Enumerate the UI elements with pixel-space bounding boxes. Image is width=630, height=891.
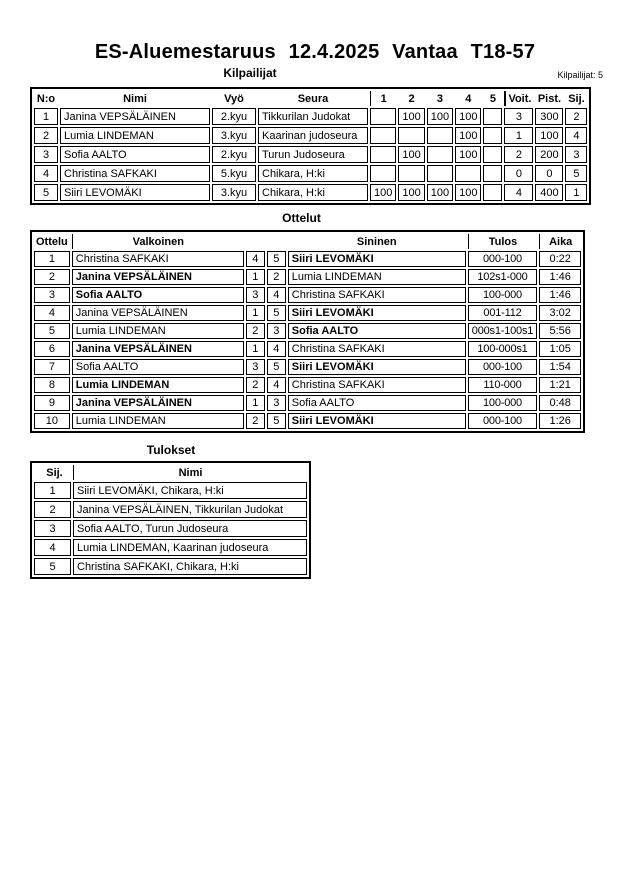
table-row: [34, 127, 587, 144]
aika-cell: 5:56: [539, 323, 581, 339]
valkoinen-cell: Lumia LINDEMAN: [72, 377, 244, 393]
col-header-valkoinen: Valkoinen: [72, 234, 244, 249]
section-title-tulokset: Tulokset: [146, 443, 196, 457]
table-row: [34, 165, 587, 182]
tulos-cell: 000-100: [468, 413, 537, 429]
aika-cell: 1:54: [539, 359, 581, 375]
score-cell-5: [483, 146, 502, 163]
sininen-cell: Lumia LINDEMAN: [288, 269, 466, 285]
nimi-cell: Janina VEPSÄLÄINEN, Tikkurilan Judokat: [73, 501, 307, 518]
tulos-cell: 000-100: [468, 251, 537, 267]
tulos-cell: 100-000s1: [468, 341, 537, 357]
vyo-cell: 3.kyu: [212, 184, 256, 201]
table-row: [34, 287, 581, 303]
col-header-match-3: 3: [436, 92, 443, 105]
pist-cell: 0: [535, 165, 563, 182]
score-cell-5: [483, 184, 502, 201]
aika-cell: 1:46: [539, 269, 581, 285]
score-cell-4: 100: [455, 127, 481, 144]
score-cell-2: 100: [398, 184, 424, 201]
nimi-cell: Janina VEPSÄLÄINEN: [60, 108, 210, 125]
nimi-cell: Christina SAFKAKI, Chikara, H:ki: [73, 558, 307, 575]
score-cell-4: 100: [455, 146, 481, 163]
table-row: [34, 341, 581, 357]
seura-cell: Tikkurilan Judokat: [258, 108, 368, 125]
no-cell: 3: [34, 146, 58, 163]
sininen-cell: Siiri LEVOMÄKI: [288, 251, 466, 267]
section-title-ottelut: Ottelut: [282, 211, 321, 225]
no-cell: 5: [34, 184, 58, 201]
valkoinen-cell: Christina SAFKAKI: [72, 251, 244, 267]
score-cell-2: [398, 127, 424, 144]
score-cell-1: [370, 127, 396, 144]
match-no-cell: 2: [34, 269, 70, 285]
aika-cell: 1:05: [539, 341, 581, 357]
col-header-nimi: Nimi: [73, 465, 307, 480]
seura-cell: Turun Judoseura: [258, 146, 368, 163]
results-section: [30, 461, 311, 579]
vyo-cell: 3.kyu: [212, 127, 256, 144]
sij-cell: 2: [565, 108, 587, 125]
matches-table: [30, 230, 585, 433]
score-cell-4: 100: [455, 184, 481, 201]
nimi-cell: Siiri LEVOMÄKI, Chikara, H:ki: [73, 482, 307, 499]
aika-cell: 1:26: [539, 413, 581, 429]
col-header-nimi: Nimi: [123, 92, 147, 105]
table-row: [34, 539, 307, 556]
sij-cell: 3: [34, 520, 71, 537]
score-cell-3: 100: [427, 184, 453, 201]
nimi-cell: Lumia LINDEMAN, Kaarinan judoseura: [73, 539, 307, 556]
sininen-number-cell: 5: [267, 359, 286, 375]
sij-cell: 5: [565, 165, 587, 182]
match-no-cell: 5: [34, 323, 70, 339]
table-header-row: [34, 465, 307, 480]
match-no-cell: 9: [34, 395, 70, 411]
valkoinen-cell: Sofia AALTO: [72, 359, 244, 375]
valkoinen-cell: Sofia AALTO: [72, 287, 244, 303]
page-title: ES-Aluemestaruus 12.4.2025 Vantaa T18-57: [94, 41, 536, 63]
sininen-cell: Sofia AALTO: [288, 323, 466, 339]
voit-cell: 4: [504, 184, 533, 201]
table-header-row: [34, 91, 587, 106]
score-cell-2: [398, 165, 424, 182]
competitor-count: Kilpailijat: 5: [557, 70, 603, 80]
score-cell-2: 100: [398, 108, 424, 125]
match-no-cell: 4: [34, 305, 70, 321]
table-row: [34, 520, 307, 537]
table-row: [34, 377, 581, 393]
match-no-cell: 7: [34, 359, 70, 375]
match-no-cell: 8: [34, 377, 70, 393]
col-header-match-4: 4: [465, 92, 472, 105]
table-row: [34, 108, 587, 125]
valkoinen-cell: Lumia LINDEMAN: [72, 413, 244, 429]
sij-cell: 3: [565, 146, 587, 163]
col-header-match-1: 1: [370, 91, 396, 106]
nimi-cell: Lumia LINDEMAN: [60, 127, 210, 144]
col-header-vyo: Vyö: [224, 92, 244, 105]
table-row: [34, 323, 581, 339]
col-header-aika: Aika: [539, 234, 581, 249]
sij-cell: 1: [34, 482, 71, 499]
table-row: [34, 501, 307, 518]
sininen-number-cell: 2: [267, 269, 286, 285]
competitors-table: [30, 87, 591, 205]
valkoinen-cell: Janina VEPSÄLÄINEN: [72, 341, 244, 357]
match-no-cell: 6: [34, 341, 70, 357]
nimi-cell: Sofia AALTO: [60, 146, 210, 163]
no-cell: 2: [34, 127, 58, 144]
seura-cell: Chikara, H:ki: [258, 184, 368, 201]
seura-cell: Chikara, H:ki: [258, 165, 368, 182]
score-cell-2: 100: [398, 146, 424, 163]
valkoinen-number-cell: 1: [246, 395, 265, 411]
valkoinen-cell: Lumia LINDEMAN: [72, 323, 244, 339]
matches-section: [30, 230, 585, 433]
table-header-row: [34, 234, 581, 249]
nimi-cell: Christina SAFKAKI: [60, 165, 210, 182]
col-header-sij: Sij.: [568, 92, 585, 105]
sininen-cell: Christina SAFKAKI: [288, 377, 466, 393]
col-header-voit: Voit.: [504, 91, 533, 106]
score-cell-1: 100: [370, 184, 396, 201]
tulos-cell: 001-112: [468, 305, 537, 321]
voit-cell: 1: [504, 127, 533, 144]
table-row: [34, 146, 587, 163]
sij-cell: 1: [565, 184, 587, 201]
sininen-cell: Christina SAFKAKI: [288, 287, 466, 303]
sininen-number-cell: 5: [267, 251, 286, 267]
vyo-cell: 2.kyu: [212, 108, 256, 125]
results-table: [30, 461, 311, 579]
aika-cell: 1:46: [539, 287, 581, 303]
sininen-cell: Sofia AALTO: [288, 395, 466, 411]
sininen-cell: Siiri LEVOMÄKI: [288, 413, 466, 429]
valkoinen-number-cell: 4: [246, 251, 265, 267]
competitors-section: [30, 87, 591, 205]
table-row: [34, 413, 581, 429]
vyo-cell: 2.kyu: [212, 146, 256, 163]
score-cell-4: [455, 165, 481, 182]
sininen-cell: Siiri LEVOMÄKI: [288, 305, 466, 321]
no-cell: 1: [34, 108, 58, 125]
col-header-tulos: Tulos: [468, 234, 537, 249]
score-cell-3: [427, 127, 453, 144]
sininen-cell: Christina SAFKAKI: [288, 341, 466, 357]
valkoinen-number-cell: 3: [246, 287, 265, 303]
sininen-number-cell: 3: [267, 395, 286, 411]
col-header-ottelu: Ottelu: [36, 235, 68, 248]
col-header-sininen-number: [267, 234, 286, 249]
sininen-number-cell: 5: [267, 305, 286, 321]
nimi-cell: Siiri LEVOMÄKI: [60, 184, 210, 201]
table-row: [34, 269, 581, 285]
voit-cell: 0: [504, 165, 533, 182]
col-header-match-2: 2: [408, 92, 415, 105]
col-header-valkoinen-number: [246, 234, 265, 249]
valkoinen-number-cell: 1: [246, 305, 265, 321]
voit-cell: 2: [504, 146, 533, 163]
table-row: [34, 482, 307, 499]
tulos-cell: 110-000: [468, 377, 537, 393]
voit-cell: 3: [504, 108, 533, 125]
score-cell-4: 100: [455, 108, 481, 125]
valkoinen-number-cell: 1: [246, 341, 265, 357]
score-cell-1: [370, 146, 396, 163]
aika-cell: 0:48: [539, 395, 581, 411]
valkoinen-number-cell: 2: [246, 377, 265, 393]
score-cell-3: [427, 146, 453, 163]
valkoinen-cell: Janina VEPSÄLÄINEN: [72, 269, 244, 285]
col-header-sij: Sij.: [46, 466, 63, 479]
sij-cell: 4: [565, 127, 587, 144]
valkoinen-number-cell: 2: [246, 413, 265, 429]
vyo-cell: 5.kyu: [212, 165, 256, 182]
valkoinen-number-cell: 3: [246, 359, 265, 375]
table-row: [34, 395, 581, 411]
tulos-cell: 000-100: [468, 359, 537, 375]
table-row: [34, 359, 581, 375]
score-cell-1: [370, 165, 396, 182]
valkoinen-cell: Janina VEPSÄLÄINEN: [72, 395, 244, 411]
sininen-number-cell: 4: [267, 341, 286, 357]
valkoinen-number-cell: 1: [246, 269, 265, 285]
score-cell-5: [483, 108, 502, 125]
pist-cell: 200: [535, 146, 563, 163]
table-row: [34, 305, 581, 321]
tulos-cell: 100-000: [468, 395, 537, 411]
score-cell-1: [370, 108, 396, 125]
nimi-cell: Sofia AALTO, Turun Judoseura: [73, 520, 307, 537]
col-header-sininen: Sininen: [356, 235, 397, 248]
aika-cell: 0:22: [539, 251, 581, 267]
aika-cell: 3:02: [539, 305, 581, 321]
table-row: [34, 251, 581, 267]
pist-cell: 100: [535, 127, 563, 144]
pist-cell: 400: [535, 184, 563, 201]
sij-cell: 4: [34, 539, 71, 556]
valkoinen-number-cell: 2: [246, 323, 265, 339]
sininen-number-cell: 5: [267, 413, 286, 429]
match-no-cell: 10: [34, 413, 70, 429]
aika-cell: 1:21: [539, 377, 581, 393]
col-header-no: N:o: [36, 92, 56, 105]
pist-cell: 300: [535, 108, 563, 125]
score-cell-3: [427, 165, 453, 182]
score-cell-3: 100: [427, 108, 453, 125]
sininen-number-cell: 4: [267, 377, 286, 393]
sininen-cell: Siiri LEVOMÄKI: [288, 359, 466, 375]
section-title-kilpailijat: Kilpailijat: [223, 66, 277, 80]
match-no-cell: 3: [34, 287, 70, 303]
sij-cell: 5: [34, 558, 71, 575]
no-cell: 4: [34, 165, 58, 182]
col-header-pist: Pist.: [537, 92, 562, 105]
table-row: [34, 184, 587, 201]
tulos-cell: 100-000: [468, 287, 537, 303]
valkoinen-cell: Janina VEPSÄLÄINEN: [72, 305, 244, 321]
score-cell-5: [483, 165, 502, 182]
sininen-number-cell: 4: [267, 287, 286, 303]
tulos-cell: 102s1-000: [468, 269, 537, 285]
tulos-cell: 000s1-100s1: [468, 323, 537, 339]
col-header-match-5: 5: [489, 92, 496, 105]
seura-cell: Kaarinan judoseura: [258, 127, 368, 144]
sininen-number-cell: 3: [267, 323, 286, 339]
col-header-seura: Seura: [297, 92, 329, 105]
score-cell-5: [483, 127, 502, 144]
sij-cell: 2: [34, 501, 71, 518]
match-no-cell: 1: [34, 251, 70, 267]
table-row: [34, 558, 307, 575]
